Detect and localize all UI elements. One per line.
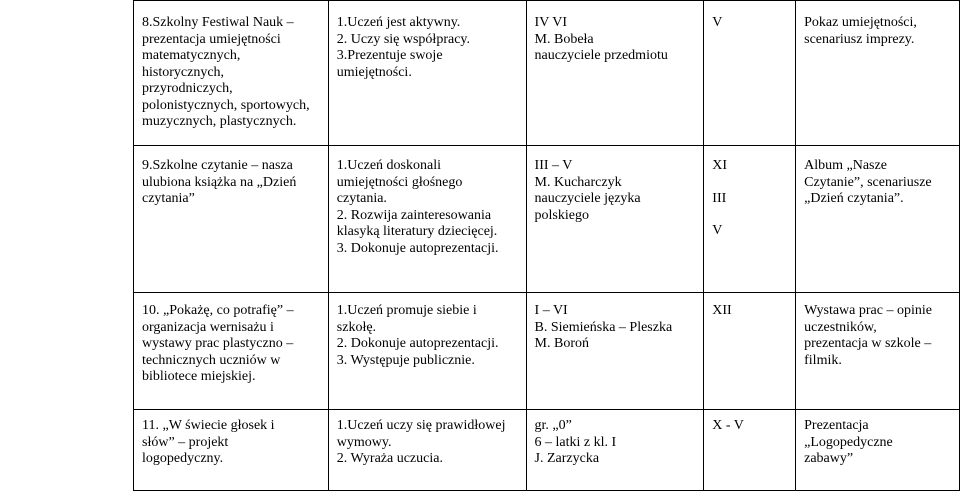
when-line: X - V xyxy=(712,418,744,433)
goal-line: 2. Dokonuje autoprezentacji. xyxy=(336,336,499,351)
goal-line: 2. Rozwija zainteresowania xyxy=(336,207,492,223)
who-line: J. Zarzycka xyxy=(534,451,600,466)
form-cell xyxy=(796,410,960,491)
goal-line: 3. Dokonuje autoprezentacji. xyxy=(336,240,499,256)
form-line: scenariusz imprezy. xyxy=(804,31,915,47)
event-line: organizacja wernisażu i xyxy=(142,319,274,335)
form-line: „Dzień czytania”. xyxy=(804,191,904,206)
goal-line: 3. Występuje publicznie. xyxy=(336,352,475,368)
who-line: M. Boroń xyxy=(534,336,589,351)
goal-line: 1.Uczeń uczy się prawidłowej xyxy=(336,418,506,433)
form-cell xyxy=(796,146,960,293)
goal-line: 1.Uczeń doskonali xyxy=(336,158,441,173)
who-line: IV VI xyxy=(534,15,568,30)
goals-cell xyxy=(328,293,526,410)
who-line: nauczyciele języka xyxy=(534,191,641,206)
event-line: przyrodniczych, xyxy=(142,81,233,96)
event-cell xyxy=(134,293,329,410)
event-line: 11. „W świecie głosek i xyxy=(142,418,275,433)
form-line: zabawy” xyxy=(804,451,854,466)
who-cell xyxy=(526,1,704,146)
form-cell xyxy=(796,1,960,146)
form-line: „Logopedyczne xyxy=(804,434,893,450)
event-line: historycznych, xyxy=(142,64,225,80)
goal-line: 1.Uczeń jest aktywny. xyxy=(336,15,461,30)
when-line: III xyxy=(712,190,727,206)
event-line: ulubiona książka na „Dzień xyxy=(142,174,297,190)
form-line: Album „Nasze xyxy=(804,158,887,173)
event-line: muzycznych, plastycznych. xyxy=(142,114,297,129)
goal-line: umiejętności głośnego xyxy=(336,174,463,190)
event-line: 8.Szkolny Festiwal Nauk – xyxy=(142,15,294,30)
goal-line: umiejętności. xyxy=(336,64,412,80)
form-cell xyxy=(796,293,960,410)
program-table xyxy=(133,0,960,491)
who-line: B. Siemieńska – Pleszka xyxy=(534,319,673,335)
event-cell xyxy=(134,410,329,491)
who-line: III – V xyxy=(534,158,573,173)
who-line: M. Kucharczyk xyxy=(534,174,622,190)
goal-line: 1.Uczeń promuje siebie i xyxy=(336,303,477,318)
when-cell xyxy=(704,146,796,293)
goal-line: 2. Uczy się współpracy. xyxy=(336,31,470,47)
form-line: filmik. xyxy=(804,352,842,368)
who-line: 6 – latki z kl. I xyxy=(534,434,617,450)
form-line: prezentacja w szkole – xyxy=(804,336,932,351)
event-line: polonistycznych, sportowych, xyxy=(142,97,310,113)
goals-cell xyxy=(328,410,526,491)
form-line: Wystawa prac – opinie xyxy=(804,303,932,318)
event-cell xyxy=(134,1,329,146)
table-row xyxy=(134,410,960,491)
who-cell xyxy=(526,293,704,410)
when-cell xyxy=(704,1,796,146)
goals-cell xyxy=(328,146,526,293)
event-line: bibliotece miejskiej. xyxy=(142,369,256,384)
goal-line: wymowy. xyxy=(336,434,392,450)
event-line: matematycznych, xyxy=(142,48,241,63)
who-line: nauczyciele przedmiotu xyxy=(534,48,668,63)
who-cell xyxy=(526,410,704,491)
when-cell xyxy=(704,293,796,410)
when-line: XII xyxy=(712,303,732,318)
goals-cell xyxy=(328,1,526,146)
table-row xyxy=(134,293,960,410)
table-row xyxy=(134,146,960,293)
when-line: V xyxy=(712,223,723,238)
table-row xyxy=(134,1,960,146)
goal-line: klasyką literatury dziecięcej. xyxy=(336,224,498,239)
event-line: logopedyczny. xyxy=(142,451,224,466)
when-line: V xyxy=(712,15,723,30)
goal-line: 3.Prezentuje swoje xyxy=(336,48,443,63)
event-line: technicznych uczniów w xyxy=(142,352,281,368)
who-line: I – VI xyxy=(534,303,568,318)
form-line: Czytanie”, scenariusze xyxy=(804,174,932,190)
form-line: Prezentacja xyxy=(804,418,869,433)
event-line: słów” – projekt xyxy=(142,434,229,450)
event-line: czytania” xyxy=(142,191,195,206)
goal-line: 2. Wyraża uczucia. xyxy=(336,451,443,466)
when-cell xyxy=(704,410,796,491)
who-line: gr. „0” xyxy=(534,418,572,433)
who-line: polskiego xyxy=(534,207,589,223)
event-cell xyxy=(134,146,329,293)
event-line: prezentacja umiejętności xyxy=(142,31,281,47)
who-line: M. Bobeła xyxy=(534,31,594,47)
form-line: Pokaz umiejętności, xyxy=(804,15,917,30)
event-line: wystawy prac plastyczno – xyxy=(142,336,294,351)
event-line: 10. „Pokażę, co potrafię” – xyxy=(142,303,294,318)
goal-line: czytania. xyxy=(336,191,387,206)
goal-line: szkołę. xyxy=(336,319,377,335)
when-line: XI xyxy=(712,158,728,173)
form-line: uczestników, xyxy=(804,319,877,335)
event-line: 9.Szkolne czytanie – nasza xyxy=(142,158,293,173)
who-cell xyxy=(526,146,704,293)
